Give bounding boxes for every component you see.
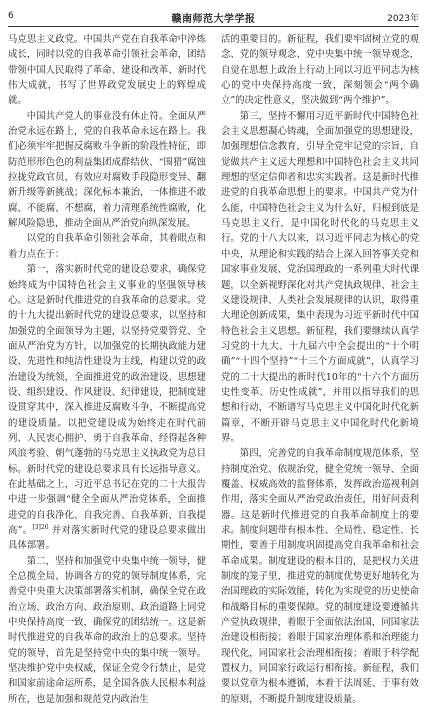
article-body xyxy=(8,32,419,705)
page-header xyxy=(8,10,419,27)
right-column xyxy=(221,32,419,705)
paragraph: 第四，完善党的自我革命制度规范体系，坚持制度治党、依规治党，健全党统一领导、全面覆盖、权威高效的监督体系，发挥政治巡视利剑作用，落实全面从严治党政治责任，用好问责利器。这是新时代推进党的自我革命制度上的要求。制度问题带有根本性、全局性、稳定性、长期性，要善于用制度巩固提高党自我革命和社会革命成果。制度建设的根本目的，是把权力关进制度的笼子里，推进党的制度优势更好地转化为治国理政的实际效能，转化为实现党的历史使命和战略目标的重要保障。党的制度建设要遵循共产党执政规律，着眼于全面依法治国，同国家法治建设相衔接；着眼于国家治理体系和治理能力现代化，同国家社会治理相衔接；着眼于科学配置权力，同国家行政运行相衔接。新征程，我们要以党章为根本遵循，本着于法周延、于事有效的原则，不断提升制度建设质量。 xyxy=(221,448,419,705)
page-number: 6 xyxy=(8,11,14,21)
left-column xyxy=(8,32,206,705)
paragraph: 第三，坚持不懈用习近平新时代中国特色社会主义思想凝心铸魂，全面加强党的思想建设，加强理想信念教育，引导全党牢记党的宗旨，自觉做共产主义远大理想和中国特色社会主义共同理想的坚定信仰者和忠实实践者。这是新时代推进党的自我革命思想上的要求。中国共产党为什么能，中国特色社会主义为什么好，归根到底是马克思主义行，是中国化时代化的马克思主义行。党的十八大以来，以习近平同志为核心的党中央，从理论和实践的结合上深入回答事关党和国家事业发展、党治国理政的一系列重大时代课题，以全新视野深化对共产党执政规律、社会主义建设规律、人类社会发展规律的认识，取得重大理论创新成果，集中表现为习近平新时代中国特色社会主义思想。新征程，我们要继续认真学习党的十九大、十九届六中全会提出的“十个明确”“十四个坚持”“十三个方面成就”，认真学习党的二十大提出的新时代10年的“十六个方面历史性变革、历史性成就”，并用以指导我们的思想和行动，不断谱写马克思主义中国化时代化新篇章，不断开辟马克思主义中国化时代化新境界。 xyxy=(221,110,419,444)
journal-name: 赣南师范大学学报 xyxy=(171,14,256,25)
paragraph: 马克思主义政党。中国共产党在自我革命中淬炼成长，同时以党的自我革命引领社会革命，团结带领中国人民取得了革命、建设和改革、新时代伟大成就，书写了世界政党发展史上的辉煌成就。 xyxy=(8,34,206,107)
paragraph: 以党的自我革命引领社会革命，其着眼点和着力点在于： xyxy=(8,233,206,260)
citation-marker: [3]26 xyxy=(32,523,49,531)
paragraph: 第一，落实新时代党的建设总要求，确保党始终成为中国特色社会主义事业的坚强领导核心。这是新时代推进党的自我革命的总要求。党的十九大提出新时代党的建设总要求，以坚持和加强党的全面领导为主题，以坚持党要管党、全面从严治党为方针，以加强党的长期执政能力建设、先进性和纯洁性建设为主线，构建以党的政治建设为统领，全面推进党的政治建设、思想建设、组织建设、作风建设、纪律建设，把制度建设贯穿其中，深入推进反腐败斗争，不断提高党的建设质量。以把党建设成为始终走在时代前列、人民衷心拥护、勇于自我革命、经得起各种风浪考验、朝气蓬勃的马克思主义执政党为总目标。新时代党的建设总要求具有长远指导意义。在此基础之上，习近平总书记在党的二十大报告中进一步强调“健全全面从严治党体系，全面推进党的自我净化、自我完善、自我革新、自我提高”。$^{[3]26}$ 并对落实新时代党的建设总要求做出具体部署。 xyxy=(8,264,206,552)
paragraph: 第二，坚持和加强党中央集中统一领导，健全总揽全局、协调各方的党的领导制度体系，完善党中央重大决策部署落实机制，确保全党在政治立场、政治方向、政治原则、政治道路上同党中央保持高度一致，确保党的团结统一。这是新时代推进党的自我革命的政治上的总要求。坚持党的领导，首先是坚持党中央的集中统一领导。坚决维护党中央权威，保证全党令行禁止，是党和国家前途命运所系，是全国各族人民根本利益所在，也是加强和规范党内政治生 xyxy=(8,555,206,705)
paragraph: 活的重要目的。新征程，我们要牢固树立党的观念、党的领导观念、党中央集中统一领导观念，自觉在思想上政治上行动上同以习近平同志为核心的党中央保持高度一致，深刻领会“两个确立”的决定性意义，坚决做到“两个维护”。 xyxy=(221,34,419,107)
issue-year: 2023年 xyxy=(387,14,419,24)
paragraph: 中国共产党人的事业没有休止符。全面从严治党永远在路上，党的自我革命永远在路上。我们必须牢牢把握反腐败斗争新的阶段性特征，即防范形形色色的利益集团成群结伙、“围猎”腐蚀拉拢党政官员，有效应对腐败手段隐形变异、翻新升级等新挑战；深化标本兼治，一体推进不敢腐、不能腐、不想腐，着力清理系统性腐败，化解风险隐患，推动全面从严治党向纵深发展。 xyxy=(8,110,206,230)
